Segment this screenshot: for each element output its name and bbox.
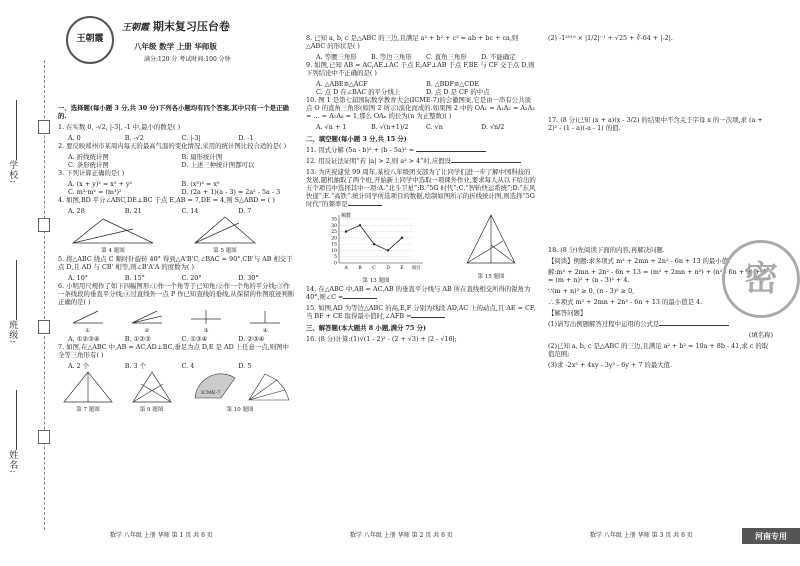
data-point bbox=[345, 230, 347, 232]
fill-name-hint: (填名称) bbox=[748, 331, 773, 339]
construction-figure bbox=[186, 309, 226, 335]
option[interactable]: B. 扇形统计图 bbox=[181, 153, 223, 161]
question-text: 15. 如图,AD 为等边△ABC 的高,E,F 分别为线段 AD,AC 上的动点,且 AE = CF,当 BF + CE 取得最小值时,∠AFB = bbox=[306, 303, 536, 320]
question-5-options bbox=[58, 274, 295, 282]
question-2: 2. 要反映郑州市某周内每天的最高气温的变化情况,采用的统计图比较合适的是( ) bbox=[58, 142, 287, 150]
option[interactable]: A. ①②③④ bbox=[68, 335, 100, 343]
section-heading: 一、选择题(每小题 3 分,共 30 分)下列各小题均有四个答案,其中只有一个是正确的. bbox=[58, 104, 289, 120]
option[interactable]: D. 点 D 是 CF 的中点 bbox=[426, 88, 490, 96]
question-18: 18. (8 分)先阅读下面的内容,再解决问题. bbox=[548, 246, 665, 254]
option[interactable]: A. √n + 1 bbox=[316, 123, 347, 131]
option[interactable]: C. 条形统计图 bbox=[68, 161, 109, 169]
binding-slot bbox=[38, 430, 50, 444]
construction-diagram bbox=[68, 309, 108, 325]
question-7-options bbox=[58, 362, 295, 370]
figure-caption: 第 13 题图 bbox=[362, 277, 390, 284]
option[interactable]: B. (x³)² = x⁵ bbox=[181, 180, 220, 188]
exam-header bbox=[62, 10, 294, 70]
question-11 bbox=[306, 146, 536, 154]
question-10-options bbox=[306, 123, 536, 131]
y-tick-label: 0 bbox=[334, 261, 337, 267]
region-badge: 河南专用 bbox=[742, 528, 800, 544]
question-text: 11. 因式分解 (5a - b)² + (b - 5a)² = bbox=[306, 146, 417, 154]
option[interactable]: C. 直角三角形 bbox=[426, 53, 467, 61]
brand-logo: 王朝霞 bbox=[66, 16, 114, 64]
x-tick-label: A bbox=[344, 266, 348, 271]
figure-5 bbox=[170, 215, 280, 255]
option[interactable]: D. (2a + 1)(a - 3) = 2a² - 5a - 3 bbox=[181, 188, 281, 196]
option[interactable]: D. 5 bbox=[238, 362, 252, 370]
x-tick-label: C bbox=[372, 266, 376, 271]
answer-blank[interactable] bbox=[411, 317, 445, 318]
option[interactable]: B. 15° bbox=[124, 274, 145, 282]
school-field[interactable] bbox=[16, 100, 17, 160]
option[interactable]: A. 0 bbox=[68, 134, 81, 142]
question-4: 4. 如图,BD 平分∠ABC,DE⊥BC 于点 E,AB = 7,DE = 4,则 S△ABD = ( ) bbox=[58, 196, 275, 204]
option[interactable]: A. (x + y)² = x² + y² bbox=[68, 180, 133, 188]
option[interactable]: C. |-3| bbox=[181, 134, 201, 142]
question-8: 8. 已知 a, b, c 是△ABC 的三边,且满足 a² + b² + c² = ab + bc + ca,则△ABC 的形状是( ) bbox=[306, 34, 519, 50]
question-text: 12. 用反证法证明“若 |a| > 2,则 a² > 4”时,应假设 bbox=[306, 157, 451, 165]
option[interactable]: C. ①③④ bbox=[181, 335, 208, 343]
y-axis-label: 频数 bbox=[341, 213, 352, 219]
figure-caption: 第 10 题图 bbox=[226, 406, 254, 413]
figure-mark: ③ bbox=[203, 327, 209, 334]
construction-figure bbox=[68, 309, 108, 335]
y-tick-label: 35 bbox=[331, 217, 337, 223]
data-point bbox=[401, 237, 403, 239]
part-3: (3)求 -2x² + 4xy - 3y² - 6y + 7 的最大值. bbox=[548, 361, 673, 369]
question-16-part-2: (2) -1²⁰¹⁹ × |1/2|⁻¹ + √25 + ∛-64 + |-2|. bbox=[548, 34, 673, 42]
question-4-options bbox=[58, 207, 295, 215]
reading-line: ∴多项式 m² + 2mn + 2n² - 6n + 13 的最小值是 4. bbox=[548, 298, 703, 306]
reading-heading: 【阅读】例题:求多项式 m² + 2mn + 2n² - 6n + 13 的最小值. bbox=[548, 257, 731, 265]
binding-slot bbox=[38, 120, 50, 134]
question-3-options bbox=[58, 180, 295, 196]
y-tick-label: 30 bbox=[331, 223, 337, 229]
section-heading: 二、填空题(每小题 3 分,共 15 分) bbox=[306, 135, 407, 143]
option[interactable]: B. ①②③ bbox=[124, 335, 151, 343]
option[interactable]: D. √n/2 bbox=[481, 123, 505, 131]
option[interactable]: B. √(n+1)/2 bbox=[371, 123, 409, 131]
option[interactable]: D. 上述三种统计图都可以 bbox=[181, 161, 255, 169]
option[interactable]: D. 30° bbox=[238, 274, 259, 282]
figure-mark: ④ bbox=[262, 327, 268, 334]
part-text: (1)请写出例题解答过程中运用的公式是 bbox=[548, 320, 660, 328]
option[interactable]: C. 14 bbox=[181, 207, 199, 215]
data-point bbox=[359, 224, 361, 226]
answer-blank[interactable] bbox=[451, 162, 521, 163]
question-10: 10. 图 1 是第七届国际数学教育大会(ICME-7)的会徽图案,它是由一串有公共顶点 O 的直角三角形(如图 2 所示)演化而成的.如果图 2 中的 OA₁ = A₁A₂ = A₂A₃ = … = A₇A₈ = 1,那么 OAₙ 的长为(n 为正整数)( ) bbox=[306, 96, 535, 120]
question-5: 5. 将△ABC 绕点 C 顺时针旋转 40° 得到△A'B'C,∠BAC = 90°,CB'与 AB 相交于点 D,且 AD 与 CB' 相等,则∠B'A'A 的度数为( ) bbox=[58, 255, 293, 271]
figures-7-9-10 bbox=[58, 370, 295, 414]
name-field[interactable] bbox=[16, 390, 17, 450]
figure-caption: 第 7 题图 bbox=[76, 406, 100, 413]
figure-13 bbox=[321, 211, 431, 285]
question-6-options bbox=[58, 335, 295, 343]
data-point bbox=[373, 243, 375, 245]
x-tick-label: B bbox=[358, 266, 362, 271]
construction-diagram bbox=[186, 309, 226, 325]
question-8-options bbox=[306, 53, 536, 61]
frequency-line-chart bbox=[321, 211, 431, 275]
figure-10 bbox=[185, 370, 295, 414]
option[interactable]: C. 20° bbox=[181, 274, 202, 282]
section-heading: 三、解答题(本大题共 8 小题,满分 75 分) bbox=[306, 323, 426, 332]
figure-caption: 第 5 题图 bbox=[213, 247, 237, 254]
option[interactable]: D. 不能确定 bbox=[481, 53, 516, 61]
school-label: 学校: bbox=[7, 160, 18, 185]
option[interactable]: D. -1 bbox=[238, 134, 254, 142]
construction-diagram bbox=[245, 309, 285, 325]
question-7: 7. 如图,在△ABC 中,AB = AC,AD⊥BC,垂足为点 D,E 是 AD 上任意一点,则图中全等三角形有( ) bbox=[58, 343, 289, 359]
part-1 bbox=[548, 320, 773, 328]
y-tick-label: 10 bbox=[331, 248, 337, 254]
class-label: 班级: bbox=[7, 320, 18, 345]
page-2-column bbox=[306, 34, 536, 346]
option[interactable]: A. 等腰三角形 bbox=[316, 53, 357, 61]
figure-9 bbox=[127, 370, 177, 414]
confidential-stamp: 密 bbox=[722, 240, 800, 318]
binding-margin bbox=[0, 0, 58, 566]
reading-line: ∵(m + n)² ≥ 0, (n - 3)² ≥ 0, bbox=[548, 287, 635, 295]
y-tick-label: 25 bbox=[331, 230, 337, 236]
figures-13-15 bbox=[306, 211, 536, 285]
question-3: 3. 下列计算正确的是( ) bbox=[58, 169, 125, 177]
option[interactable]: B. -√2 bbox=[124, 134, 144, 142]
option[interactable]: A. 28 bbox=[68, 207, 85, 215]
construction-diagram bbox=[127, 309, 167, 325]
score-line: 满分:120 分 考试时间:100 分钟 bbox=[144, 56, 231, 63]
option[interactable]: C. m³·m² = (m³)² bbox=[68, 188, 122, 196]
page-1-column bbox=[58, 100, 295, 414]
name-label: 姓名: bbox=[7, 450, 18, 475]
y-tick-label: 5 bbox=[334, 255, 337, 261]
binding-slot bbox=[38, 218, 50, 232]
question-15 bbox=[306, 304, 536, 320]
question-2-options bbox=[58, 153, 295, 169]
solve-heading: 【解答问题】 bbox=[548, 309, 587, 317]
figure-mark: ② bbox=[144, 327, 150, 334]
figure-caption: 第 9 题图 bbox=[139, 406, 164, 413]
question-9-options bbox=[306, 80, 536, 96]
x-tick-label: 项目 bbox=[411, 266, 421, 271]
question-9: 9. 如图,已知 AB = AC,AE⊥AC 于点 E,AF⊥AB 于点 F,BE 与 CF 交于点 D,则下列结论中不正确的是( ) bbox=[306, 61, 535, 77]
question-text: 13. 为庆祝建党 99 周年,某校八年级团支部为了让同学们进一步了解中国科技的发展,随机抽取了两个班,开始新上同学中选取一项课外作业,要求每人从以下给出的五个项目中选择其中一项:A.“北斗卫星”;B.“5G 时代”;C.“智轨快运系统”;D.“东风快递”;E.“高铁”.统计同学所选项目的数据,绘制如图所示的折线统计图,则选择“5G 时代”的频率是 bbox=[306, 168, 536, 208]
option[interactable]: A. 10° bbox=[68, 274, 89, 282]
figure-mark: ① bbox=[85, 327, 91, 334]
question-17: 17. (8 分)已知 (x + a)(x - 3/2) 的结果中不含关于字母 x 的一次项,求 (a + 2)² - (1 - a)(-a - 1) 的值. bbox=[548, 116, 763, 132]
figure-9-diagram bbox=[127, 370, 177, 404]
x-tick-label: E bbox=[400, 266, 404, 271]
answer-blank[interactable] bbox=[659, 325, 729, 326]
figure-15-diagram bbox=[461, 211, 521, 271]
question-1: 1. 在实数 0, -√2, |-3|, -1 中,最小的数是( ) bbox=[58, 123, 181, 131]
question-12 bbox=[306, 157, 536, 165]
page-3-column bbox=[548, 34, 773, 372]
figure-10-diagram bbox=[185, 370, 295, 404]
figure-4-diagram bbox=[63, 215, 163, 245]
binding-slot bbox=[38, 320, 50, 334]
figure-7 bbox=[58, 370, 118, 414]
page-footer: 数学 八年级 上册 华师 第 1 页 共 6 页 bbox=[110, 532, 213, 539]
x-tick-label: D bbox=[386, 266, 390, 271]
brand-name: 王朝霞 bbox=[122, 23, 150, 33]
option[interactable]: B. 等边三角形 bbox=[371, 53, 412, 61]
question-text: 14. 在△ABC 中,AB = AC,AB 的垂直平分线与 AB 所在直线相交所得的锐角为 40°,则∠C = bbox=[306, 284, 531, 301]
option[interactable]: A. 2 个 bbox=[68, 362, 90, 370]
page-footer: 数学 八年级 上册 华师 第 2 页 共 6 页 bbox=[350, 532, 453, 539]
answer-blank[interactable] bbox=[348, 205, 382, 206]
question-1-options bbox=[58, 134, 295, 142]
page-footer: 数学 八年级 上册 华师 第 3 页 共 6 页 bbox=[590, 532, 693, 539]
figure-15 bbox=[461, 211, 521, 285]
construction-figure bbox=[127, 309, 167, 335]
title-text: 期末复习压台卷 bbox=[152, 20, 230, 33]
question-14 bbox=[306, 285, 536, 301]
option[interactable]: A. △ABE≌△ACF bbox=[316, 80, 368, 88]
option[interactable]: C. 4 bbox=[181, 362, 195, 370]
option[interactable]: C. 点 D 在∠BAC 的平分线上 bbox=[316, 88, 401, 96]
figures-4-5 bbox=[58, 215, 295, 255]
question-13 bbox=[306, 168, 536, 208]
reading-line: 解:m² + 2mn + 2n² - 6n + 13 = (m² + 2mn + n²) + (n² - 6n + 9) + 4 = (m + n)² + (n - 3)² + 4. bbox=[548, 268, 767, 284]
question-6-figures bbox=[58, 309, 295, 335]
figure-caption: 第 4 题图 bbox=[101, 247, 125, 254]
option[interactable]: B. 21 bbox=[124, 207, 142, 215]
answer-blank[interactable] bbox=[343, 298, 377, 299]
figure-7-diagram bbox=[58, 370, 118, 404]
option[interactable]: C. √n bbox=[426, 123, 443, 131]
option[interactable]: D. 7 bbox=[238, 207, 252, 215]
question-16: 16. (8 分)计算:(1)√(1 - 2)² - (2 + √3) + |2 - √16|; bbox=[306, 334, 457, 343]
answer-blank[interactable] bbox=[416, 151, 486, 152]
y-tick-label: 15 bbox=[331, 242, 337, 248]
icme-text: ICME-7 bbox=[201, 390, 221, 396]
construction-figure bbox=[245, 309, 285, 335]
option[interactable]: B. △BDF≌△CDE bbox=[426, 80, 479, 88]
data-point bbox=[387, 249, 389, 251]
question-6: 6. 小明用尺规作了如下四幅图形:①作一个角等于已知角;②作一个角的平分线;③作一条线段的垂直平分线;④过直线外一点 P 作已知直线的垂线,从保留的作图痕迹判断正确的是( ) bbox=[58, 282, 295, 306]
grade-line: 八年级 数学 上册 华师版 bbox=[134, 42, 217, 51]
figure-caption: 第 15 题图 bbox=[477, 273, 505, 280]
option[interactable]: D. ②③④ bbox=[238, 335, 265, 343]
option[interactable]: A. 折线统计图 bbox=[68, 153, 109, 161]
figure-4 bbox=[58, 215, 168, 255]
part-2: (2)已知 a, b, c 是△ABC 的三边,且满足 a² + b² = 10a + 8b - 41,求 c 的取值范围; bbox=[548, 342, 769, 358]
class-field[interactable] bbox=[16, 260, 17, 320]
figure-5-diagram bbox=[175, 215, 275, 245]
y-tick-label: 20 bbox=[331, 236, 337, 242]
exam-title bbox=[122, 20, 230, 34]
option[interactable]: B. 3 个 bbox=[124, 362, 146, 370]
